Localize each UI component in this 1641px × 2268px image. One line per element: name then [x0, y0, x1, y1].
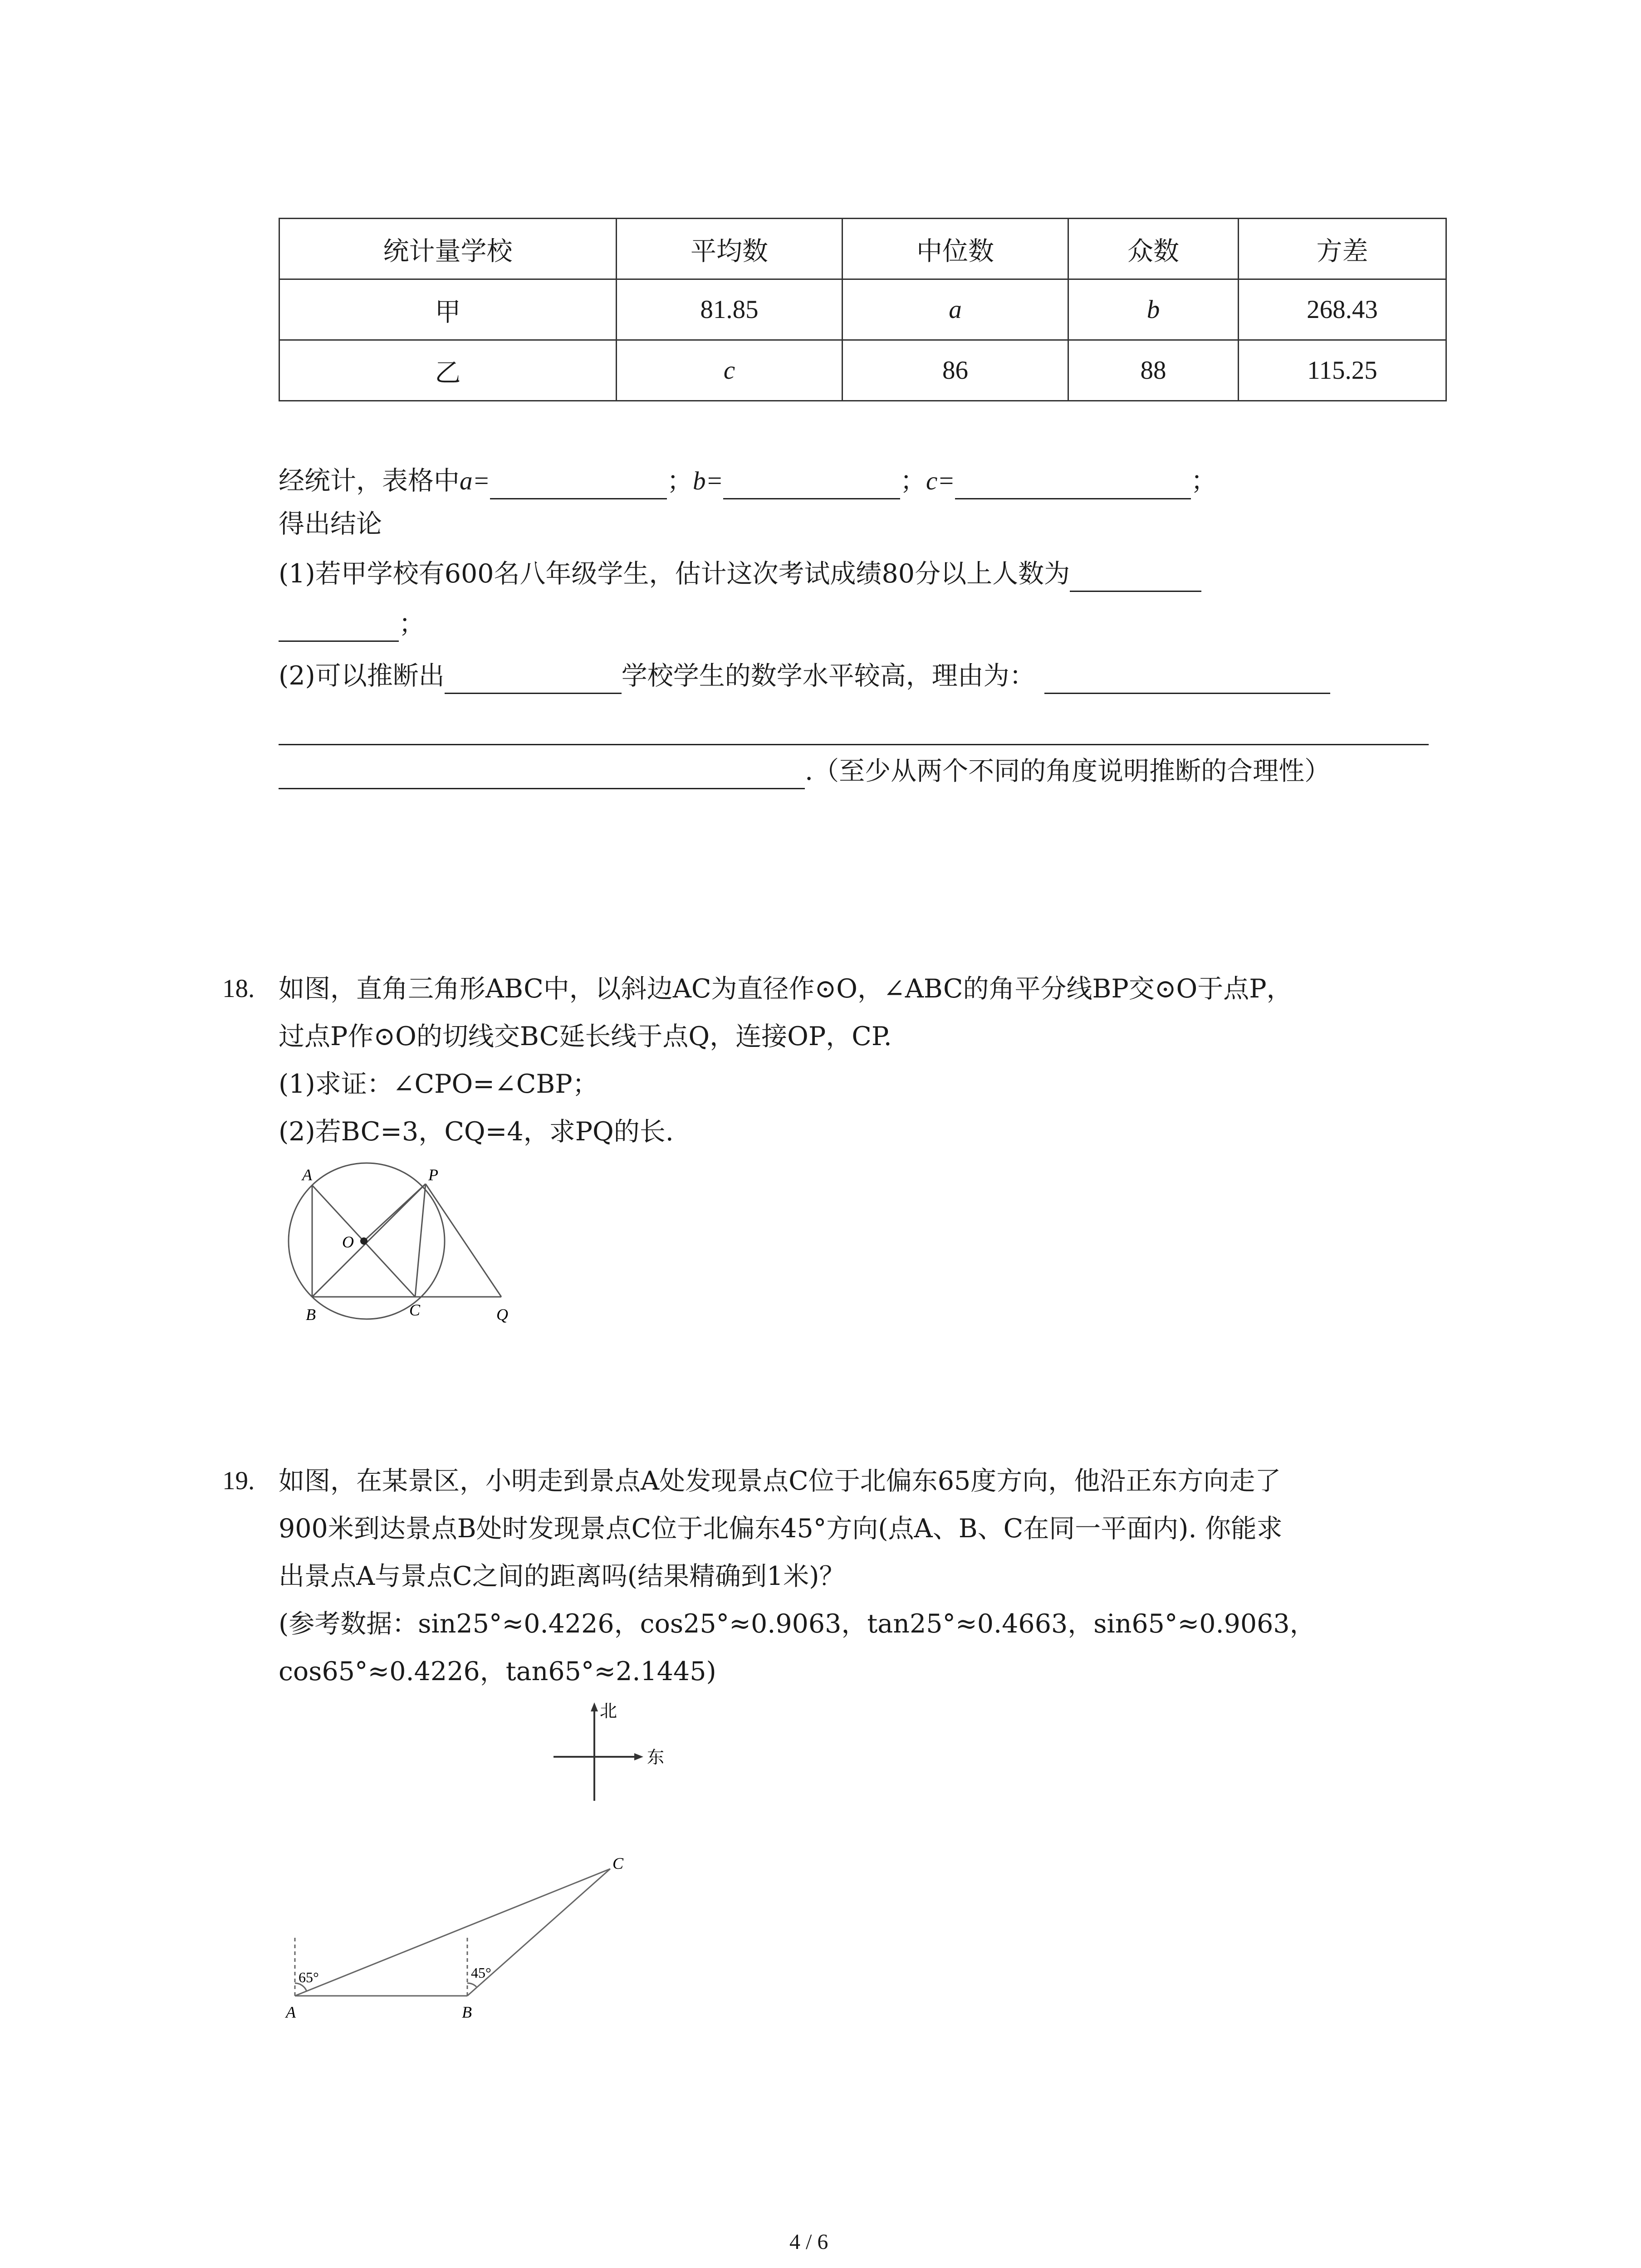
segment-ac — [295, 1869, 610, 1996]
table-header-cell: 统计量学校 — [279, 219, 617, 279]
q17-conclusion: 得出结论 — [279, 509, 382, 539]
q18-part2: (2)若BC=3，CQ=4，求PQ的长. — [279, 1117, 674, 1147]
table-cell: 115.25 — [1239, 340, 1446, 401]
q18-circle-figure — [263, 1157, 544, 1347]
table-header-cell: 众数 — [1068, 219, 1239, 279]
q17-part2-end-line — [279, 753, 1330, 789]
q17-sep: ； — [1190, 466, 1217, 496]
q18-part1: (1)求证：∠CPO=∠CBP； — [279, 1069, 598, 1099]
q19-line1: 如图，在某景区，小明走到景点A处发现景点C位于北偏东65度方向，他沿正东方向走了 — [279, 1466, 1281, 1496]
q17-c-blank[interactable] — [955, 470, 1191, 499]
q17-reason-blank-end[interactable] — [279, 760, 805, 789]
table-row — [279, 279, 1446, 340]
table-cell: 81.85 — [617, 279, 843, 340]
segment-cp — [415, 1184, 426, 1297]
q19-number: 19. — [222, 1466, 255, 1495]
q18-line2: 过点P作⊙O的切线交BC延长线于点Q，连接OP，CP. — [279, 1022, 892, 1051]
q17-a-label: a= — [460, 467, 490, 495]
angle-label-a: 65° — [299, 1969, 319, 1985]
label-c: C — [409, 1301, 421, 1319]
label-c: C — [612, 1854, 624, 1872]
q17-b-label: b= — [692, 467, 723, 495]
q17-part1-blank[interactable] — [1070, 562, 1201, 592]
q17-part2-text-b: 学校学生的数学水平较高，理由为： — [621, 661, 1035, 691]
q17-reason-blank-line[interactable] — [279, 744, 1429, 745]
segment-pq — [426, 1184, 501, 1297]
table-header-row — [279, 219, 1446, 279]
table-cell: 86 — [843, 340, 1068, 401]
page-number: 4 / 6 — [789, 2230, 828, 2254]
label-a: A — [302, 1166, 312, 1184]
q17-part2-text: (2)可以推断出 — [279, 661, 445, 691]
east-label: 东 — [647, 1747, 665, 1767]
table-cell: 88 — [1068, 340, 1239, 401]
q17-school-blank[interactable] — [445, 665, 622, 694]
q17-part2 — [279, 658, 1330, 694]
q17-sep: ； — [900, 466, 926, 496]
q17-reason-blank[interactable] — [1044, 665, 1330, 694]
q17-a-blank[interactable] — [490, 470, 667, 499]
table-row — [279, 340, 1446, 401]
q17-part2-end: .（至少从两个不同的角度说明推断的合理性） — [805, 756, 1331, 786]
table-cell: b — [1068, 279, 1239, 340]
label-q: Q — [496, 1305, 508, 1324]
q18-line1: 如图，直角三角形ABC中，以斜边AC为直径作⊙O，∠ABC的角平分线BP交⊙O于点P， — [279, 974, 1293, 1004]
q17-part1-blank-cont[interactable] — [279, 612, 399, 642]
q19-line2: 900米到达景点B处时发现景点C位于北偏东45°方向(点A、B、C在同一平面内). 你能求 — [279, 1514, 1283, 1544]
segment-bp — [312, 1184, 426, 1297]
table-header-cell: 中位数 — [843, 219, 1068, 279]
east-arrow-icon — [634, 1753, 643, 1760]
table-cell: 268.43 — [1239, 279, 1446, 340]
angle-label-b: 45° — [471, 1965, 491, 1981]
label-a: A — [286, 2003, 296, 2021]
q17-b-blank[interactable] — [723, 470, 900, 499]
q17-part1-text: (1)若甲学校有600名八年级学生，估计这次考试成绩80分以上人数为 — [279, 559, 1070, 589]
label-b: B — [306, 1305, 316, 1324]
table-cell: 乙 — [279, 340, 617, 401]
q19-line4: (参考数据：sin25°≈0.4226，cos25°≈0.9063，tan25°≈0.4663，sin65°≈0.9063， — [279, 1609, 1316, 1639]
q17-fill-prefix: 经统计，表格中 — [279, 466, 460, 496]
angle-arc-b — [467, 1983, 476, 1987]
center-point-o — [360, 1237, 367, 1245]
q17-sep: ； — [666, 466, 693, 496]
table-header-cell: 方差 — [1239, 219, 1446, 279]
label-b: B — [462, 2003, 472, 2021]
q17-part1 — [279, 556, 1201, 592]
segment-op — [364, 1184, 426, 1241]
table-header-cell: 平均数 — [617, 219, 843, 279]
table-cell: c — [617, 340, 843, 401]
q18-number: 18. — [222, 974, 255, 1003]
compass-figure — [544, 1699, 681, 1817]
label-o: O — [342, 1233, 354, 1251]
table-cell: 甲 — [279, 279, 617, 340]
north-arrow-icon — [591, 1702, 598, 1711]
q17-part1-end: ； — [399, 609, 425, 639]
q19-bearing-figure — [272, 1842, 635, 2032]
q19-line3: 出景点A与景点C之间的距离吗(结果精确到1米)？ — [279, 1561, 845, 1591]
q17-fill-line — [279, 463, 1217, 499]
label-p: P — [428, 1166, 438, 1184]
north-label: 北 — [600, 1701, 617, 1721]
q17-c-label: c= — [926, 467, 955, 495]
q17-part1-cont — [279, 606, 425, 642]
table-cell: a — [843, 279, 1068, 340]
statistics-table — [279, 218, 1447, 401]
q19-line5: cos65°≈0.4226，tan65°≈2.1445) — [279, 1657, 716, 1686]
